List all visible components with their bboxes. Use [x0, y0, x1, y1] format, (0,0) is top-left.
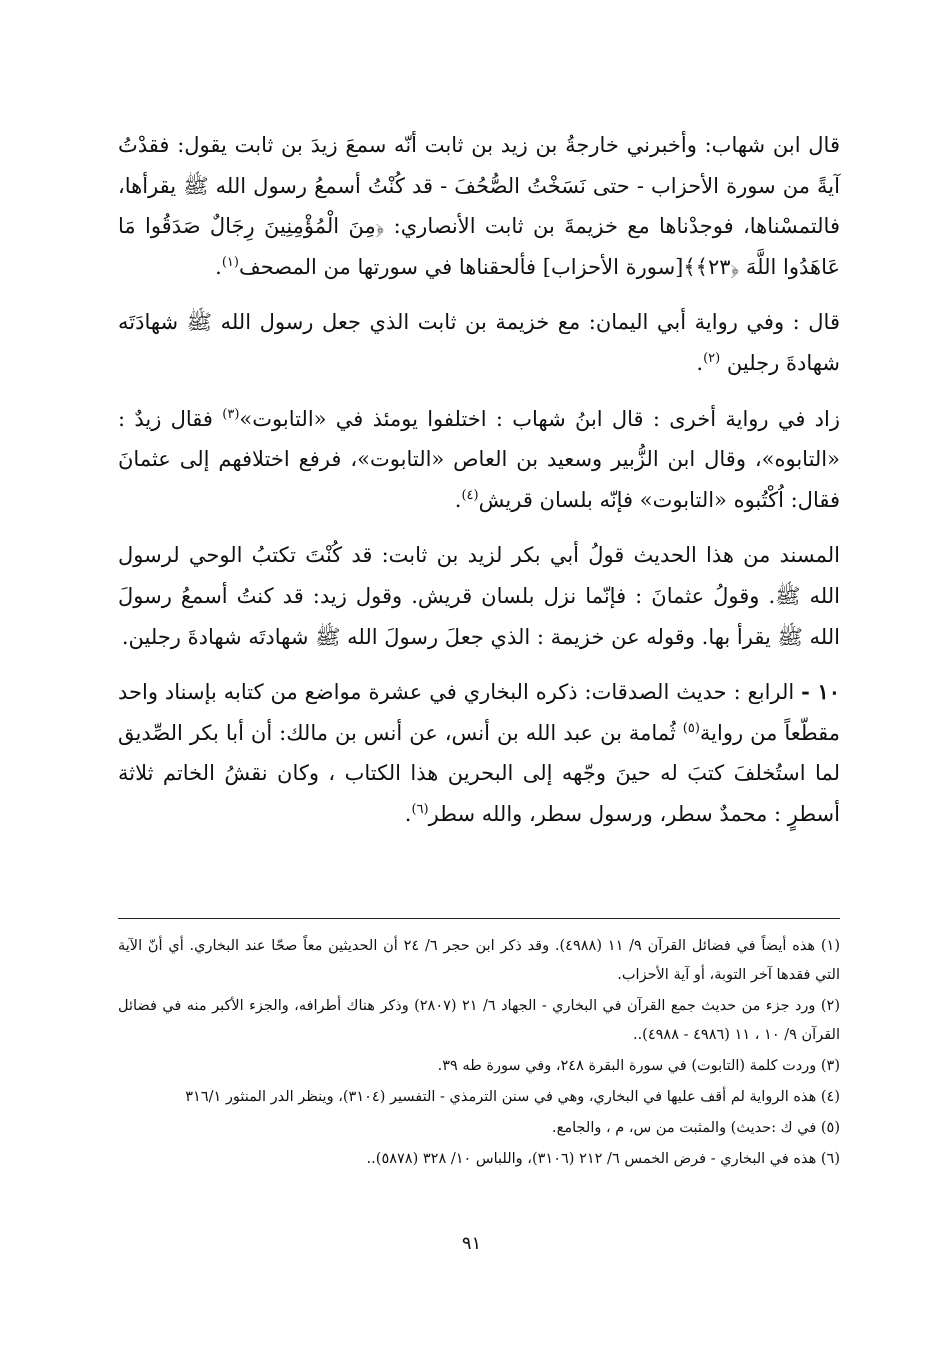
footnote-marker: (٢) [703, 350, 721, 366]
paragraph: قال : وفي رواية أبي اليمان: مع خزيمة بن ثابت الذي جعل رسول الله ﷺ شهادَتَه شهادةَ رجلين $^{(٢)}$. [118, 310, 840, 375]
footnote: (٥) في ك :حديث) والمثبت من س، م ، والجامع. [552, 1120, 840, 1136]
paragraph: ١٠ - الرابع : حديث الصدقات: ذكره البخاري في عشرة مواضع من كتابه بإسناد واحد مقطّعاً من رواية$^{(٥)}$ ثُمامة بن عبد الله بن أنس، عن أنس بن مالك: أن أبا بكر الصِّديق لما استُخلفَ كتبَ له حينَ وجّهه إلى البحرين هذا الكتاب ، وكان نقشُ الخاتم ثلاثة أسطرٍ : محمدٌ سطر، ورسول سطر، والله سطر$^{(٦)}$. [118, 679, 840, 826]
footnotes [118, 932, 840, 1176]
footnote-marker: (١) [221, 254, 239, 270]
footnote: (١) هذه أيضاً في فضائل القرآن ٩/ ١١ (٤٩٨٨). وقد ذكر ابن حجر ٦/ ٢٤ أن الحديثين معاً صحّا عند البخاري. أي أنّ الآية التي فقدها آخر التوبة، أو آية الأحزاب. [118, 938, 840, 983]
footnote-marker: (٦) [411, 801, 429, 817]
footnote-separator [118, 918, 840, 919]
paragraph: قال ابن شهاب: وأخبرني خارجةُ بن زيد بن ثابت أنّه سمعَ زيدَ بن ثابت يقول: فقدْتُ آيةً من سورة الأحزاب - حتى نَسَخْتُ الصُّحُفَ - قد كُنْتُ أسمعُ رسول الله ﷺ يقرأها، فالتمسْناها، فوجدْناها مع خزيمةَ بن ثابت الأنصاري: ﴿مِنَ الْمُؤْمِنِينَ رِجَالٌ صَدَقُوا مَا عَاهَدُوا اللَّهَ ﴿٢٣﴾﴾[سورة الأحزاب] فألحقناها في سورتها من المصحف$^{(١)}$. [118, 133, 840, 279]
footnote-marker: (٥) [682, 720, 700, 736]
page-number: ٩١ [461, 1233, 482, 1254]
footnote: (٣) وردت كلمة (التابوت) في سورة البقرة ٢٤٨، وفي سورة طه ٣٩. [437, 1058, 840, 1074]
footnote: (٦) هذه في البخاري - فرض الخمس ٦/ ٢١٢ (٣١٠٦)، واللباس ١٠/ ٣٢٨ (٥٨٧٨).. [366, 1151, 840, 1167]
item-number: ١٠ - [801, 679, 840, 705]
footnote: (٤) هذه الرواية لم أقف عليها في البخاري، وهي في سنن الترمذي - التفسير (٣١٠٤)، وينظر الدر المنثور ٣١٦/١ [185, 1089, 840, 1105]
footnote: (٢) ورد جزء من حديث جمع القرآن في البخاري - الجهاد ٦/ ٢١ (٢٨٠٧) وذكر هناك أطرافه، والجزء الأكبر منه في فضائل القرآن ٩/ ١٠ ، ١١ (٤٩٨٦ - ٤٩٨٨).. [118, 998, 840, 1043]
footnote-marker: (٣) [222, 406, 240, 422]
paragraph: زاد في رواية أخرى : قال ابنُ شهاب : اختلفوا يومئذ في «التابوت»$^{(٣)}$ فقال زيدٌ : «التابوه»، وقال ابن الزُّبير وسعيد بن العاص «التابوت»، فرفع اختلافهم إلى عثمانَ فقال: اُكْتُبوه «التابوت» فإنّه بلسان قريش$^{(٤)}$. [118, 406, 840, 512]
main-text [118, 125, 840, 850]
footnote-marker: (٤) [461, 487, 479, 503]
paragraph: المسند من هذا الحديث قولُ أبي بكر لزيد بن ثابت: قد كُنْتَ تكتبُ الوحي لرسول الله ﷺ. وقولُ عثمانَ : فإنّما نزل بلسان قريش. وقول زيد: قد كنتُ أسمعُ رسولَ الله ﷺ يقرأ بها. وقوله عن خزيمة : الذي جعلَ رسولَ الله ﷺ شهادتَه شهادةَ رجلين. [118, 543, 840, 649]
